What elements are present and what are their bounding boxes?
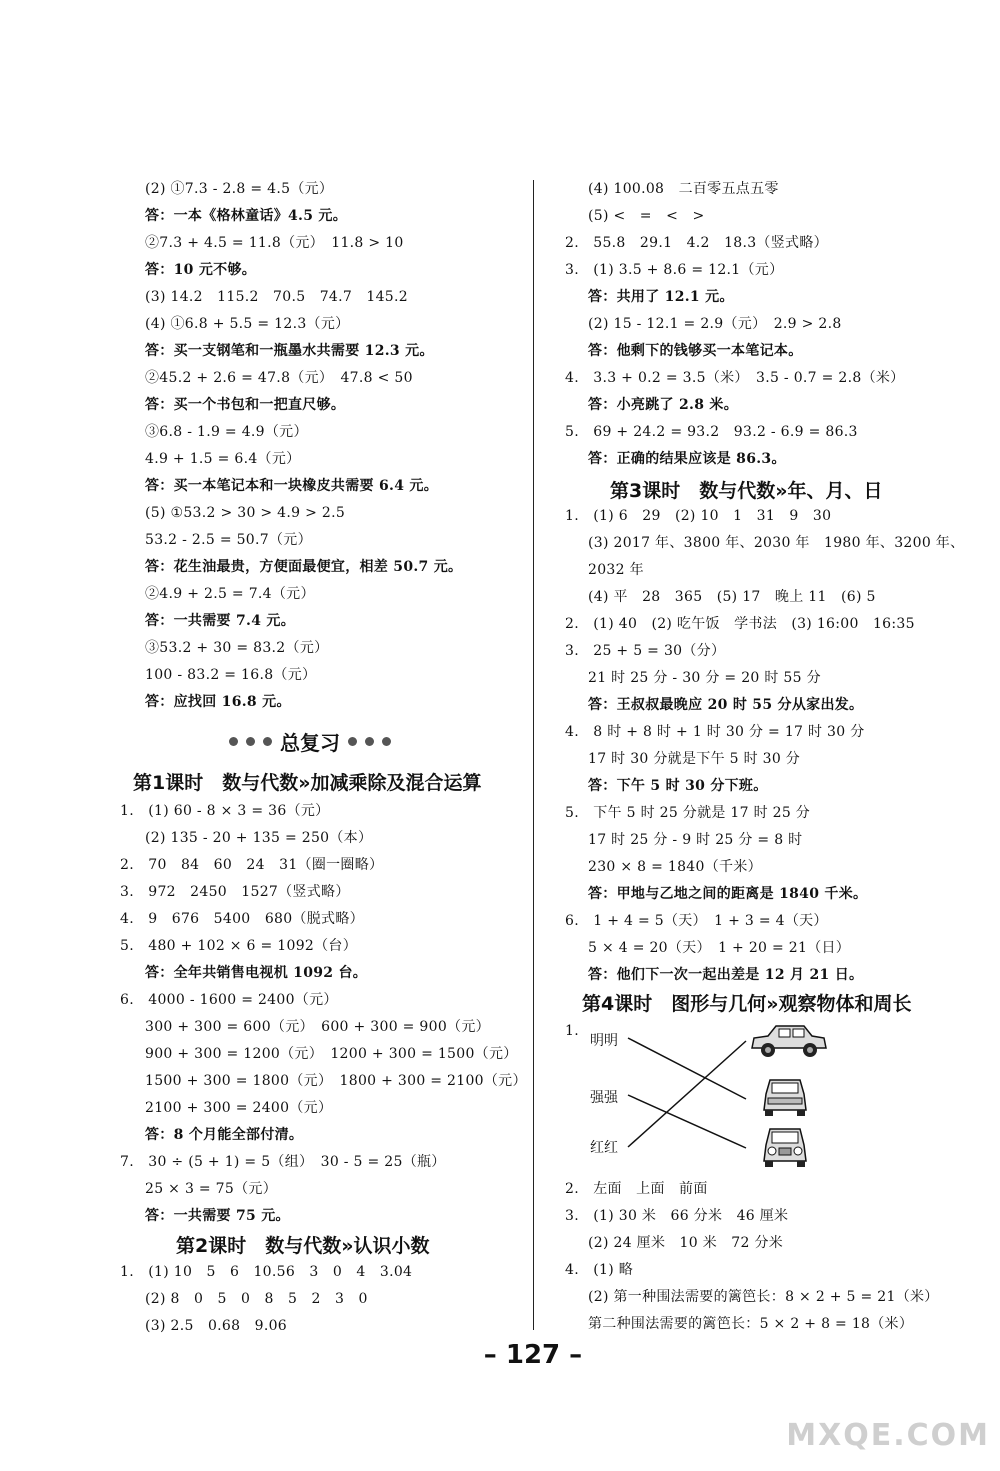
answer-line: 6. 1 + 4 = 5（天） 1 + 3 = 4（天） <box>565 913 828 929</box>
answer-line: 答：一共需要 75 元。 <box>145 1208 290 1224</box>
answer-line: 答：一本《格林童话》4.5 元。 <box>145 208 348 224</box>
watermark: MXQE.COM <box>786 1418 990 1453</box>
answer-line: 25 × 3 = 75（元） <box>145 1181 277 1197</box>
answer-line: 4. 8 时 + 8 时 + 1 时 30 分 = 17 时 30 分 <box>565 724 865 740</box>
answer-line: 100 - 83.2 = 16.8（元） <box>145 667 317 683</box>
answer-line: 答：他们下一次一起出差是 12 月 21 日。 <box>588 967 864 983</box>
answer-line: ②4.9 + 2.5 = 7.4（元） <box>145 586 315 602</box>
car-back-icon <box>760 1074 810 1118</box>
answer-line: (2) 135 - 20 + 135 = 250（本） <box>145 830 373 846</box>
page-number: – 127 – <box>483 1340 583 1370</box>
answer-line: (2) 24 厘米 10 米 72 分米 <box>588 1235 784 1251</box>
answer-line: 5. 69 + 24.2 = 93.2 93.2 - 6.9 = 86.3 <box>565 424 858 440</box>
answer-line: 3. 972 2450 1527（竖式略） <box>120 884 350 900</box>
answer-line: 17 时 30 分就是下午 5 时 30 分 <box>588 751 801 767</box>
answer-line: (4) 100.08 二百零五点五零 <box>588 181 779 197</box>
decor-dot <box>246 737 255 746</box>
answer-line: (2) 第一种围法需要的篱笆长：8 × 2 + 5 = 21（米） <box>588 1289 939 1305</box>
review-title-text: 总复习 <box>280 730 340 755</box>
answer-line: ③53.2 + 30 = 83.2（元） <box>145 640 329 656</box>
answer-line: 4.9 + 1.5 = 6.4（元） <box>145 451 301 467</box>
answer-line: 17 时 25 分 - 9 时 25 分 = 8 时 <box>588 832 803 848</box>
answer-line: 答：买一个书包和一把直尺够。 <box>145 397 346 413</box>
answer-line: 答：买一本笔记本和一块橡皮共需要 6.4 元。 <box>145 478 439 494</box>
answer-line: (4) 平 28 365 (5) 17 晚上 11 (6) 5 <box>588 589 876 605</box>
answer-line: 1500 + 300 = 1800（元） 1800 + 300 = 2100（元） <box>145 1073 527 1089</box>
answer-line: 答：共用了 12.1 元。 <box>588 289 734 305</box>
answer-line: 2. 55.8 29.1 4.2 18.3（竖式略） <box>565 235 828 251</box>
answer-line: ②7.3 + 4.5 = 11.8（元） 11.8 > 10 <box>145 235 404 251</box>
answer-line: 1. (1) 60 - 8 × 3 = 36（元） <box>120 803 330 819</box>
match-line <box>628 1095 746 1148</box>
answer-line: (2) 15 - 12.1 = 2.9（元） 2.9 > 2.8 <box>588 316 842 332</box>
answer-line: 答：他剩下的钱够买一本笔记本。 <box>588 343 803 359</box>
answer-line: (4) ①6.8 + 5.5 = 12.3（元） <box>145 316 350 332</box>
decor-dot <box>263 737 272 746</box>
lesson-1-heading: 第1课时 数与代数»加减乘除及混合运算 <box>133 772 482 794</box>
answer-line: ②45.2 + 2.6 = 47.8（元） 47.8 < 50 <box>145 370 413 386</box>
answer-line: 答：一共需要 7.4 元。 <box>145 613 296 629</box>
lesson-3-heading: 第3课时 数与代数»年、月、日 <box>610 480 883 502</box>
answer-line: 答：下午 5 时 30 分下班。 <box>588 778 768 794</box>
answer-line: 5. 480 + 102 × 6 = 1092（台） <box>120 938 358 954</box>
lesson-2-heading: 第2课时 数与代数»认识小数 <box>176 1235 430 1257</box>
answer-line: 2. (1) 40 (2) 吃午饭 学书法 (3) 16:00 16:35 <box>565 616 915 632</box>
column-divider <box>533 180 534 1330</box>
answer-line: 第二种围法需要的篱笆长：5 × 2 + 8 = 18（米） <box>588 1316 914 1332</box>
decor-dot <box>229 737 238 746</box>
answer-line: 53.2 - 2.5 = 50.7（元） <box>145 532 312 548</box>
answer-line: 答：花生油最贵，方便面最便宜，相差 50.7 元。 <box>145 559 463 575</box>
answer-line: 2. 左面 上面 前面 <box>565 1181 708 1197</box>
answer-line: 21 时 25 分 - 30 分 = 20 时 55 分 <box>588 670 821 686</box>
name-label-honghong: 红红 <box>590 1140 618 1156</box>
answer-line: 5 × 4 = 20（天） 1 + 20 = 21（日） <box>588 940 851 956</box>
answer-line: 3. 25 + 5 = 30（分） <box>565 643 726 659</box>
answer-line: 7. 30 ÷ (5 + 1) = 5（组） 30 - 5 = 25（瓶） <box>120 1154 446 1170</box>
answer-line: (5) < = < > <box>588 208 705 224</box>
match-line <box>628 1038 746 1099</box>
answer-line: 230 × 8 = 1840（千米） <box>588 859 762 875</box>
answer-line: 答：买一支钢笔和一瓶墨水共需要 12.3 元。 <box>145 343 434 359</box>
answer-line: 2100 + 300 = 2400（元） <box>145 1100 333 1116</box>
answer-line: 1. (1) 10 5 6 10.56 3 0 4 3.04 <box>120 1264 413 1280</box>
answer-line: 答：正确的结果应该是 86.3。 <box>588 451 786 467</box>
name-label-qiangqiang: 强强 <box>590 1090 618 1106</box>
answer-line: 答：甲地与乙地之间的距离是 1840 千米。 <box>588 886 868 902</box>
answer-line: 答：8 个月能全部付清。 <box>145 1127 304 1143</box>
name-label-mingming: 明明 <box>590 1033 618 1049</box>
answer-line: 4. 9 676 5400 680（脱式略） <box>120 911 364 927</box>
match-line <box>628 1041 746 1147</box>
decor-dot <box>348 737 357 746</box>
answer-line: 答：全年共销售电视机 1092 台。 <box>145 965 368 981</box>
answer-line: 6. 4000 - 1600 = 2400（元） <box>120 992 338 1008</box>
answer-line: (2) ①7.3 - 2.8 = 4.5（元） <box>145 181 334 197</box>
answer-line: (3) 2017 年、3800 年、2030 年 1980 年、3200 年、 <box>588 535 965 551</box>
review-title <box>210 728 410 754</box>
answer-line: 4. 3.3 + 0.2 = 3.5（米） 3.5 - 0.7 = 2.8（米） <box>565 370 905 386</box>
answer-line: 答：小亮跳了 2.8 米。 <box>588 397 739 413</box>
answer-line: 3. (1) 30 米 66 分米 46 厘米 <box>565 1208 789 1224</box>
answer-line: 4. (1) 略 <box>565 1262 634 1278</box>
car-front-icon <box>760 1123 810 1169</box>
answer-line: 5. 下午 5 时 25 分就是 17 时 25 分 <box>565 805 811 821</box>
lesson-4-heading: 第4课时 图形与几何»观察物体和周长 <box>582 993 912 1015</box>
answer-line: 900 + 300 = 1200（元） 1200 + 300 = 1500（元） <box>145 1046 518 1062</box>
decor-dot <box>365 737 374 746</box>
answer-line: 2. 70 84 60 24 31（圈一圈略） <box>120 857 384 873</box>
decor-dot <box>382 737 391 746</box>
answer-line: ③6.8 - 1.9 = 4.9（元） <box>145 424 308 440</box>
car-side-icon <box>748 1020 828 1060</box>
answer-line: (5) ①53.2 > 30 > 4.9 > 2.5 <box>145 505 346 521</box>
answer-line: 答：10 元不够。 <box>145 262 257 278</box>
answer-line: (2) 8 0 5 0 8 5 2 3 0 <box>145 1291 368 1307</box>
answer-line: 2032 年 <box>588 562 644 578</box>
answer-line: 300 + 300 = 600（元） 600 + 300 = 900（元） <box>145 1019 490 1035</box>
answer-line: (3) 14.2 115.2 70.5 74.7 145.2 <box>145 289 408 305</box>
question-number: 1. <box>565 1023 579 1039</box>
answer-line: 答：应找回 16.8 元。 <box>145 694 291 710</box>
answer-line: 答：王叔叔最晚应 20 时 55 分从家出发。 <box>588 697 864 713</box>
answer-line: 3. (1) 3.5 + 8.6 = 12.1（元） <box>565 262 784 278</box>
answer-line: 1. (1) 6 29 (2) 10 1 31 9 30 <box>565 508 832 524</box>
answer-line: (3) 2.5 0.68 9.06 <box>145 1318 287 1334</box>
